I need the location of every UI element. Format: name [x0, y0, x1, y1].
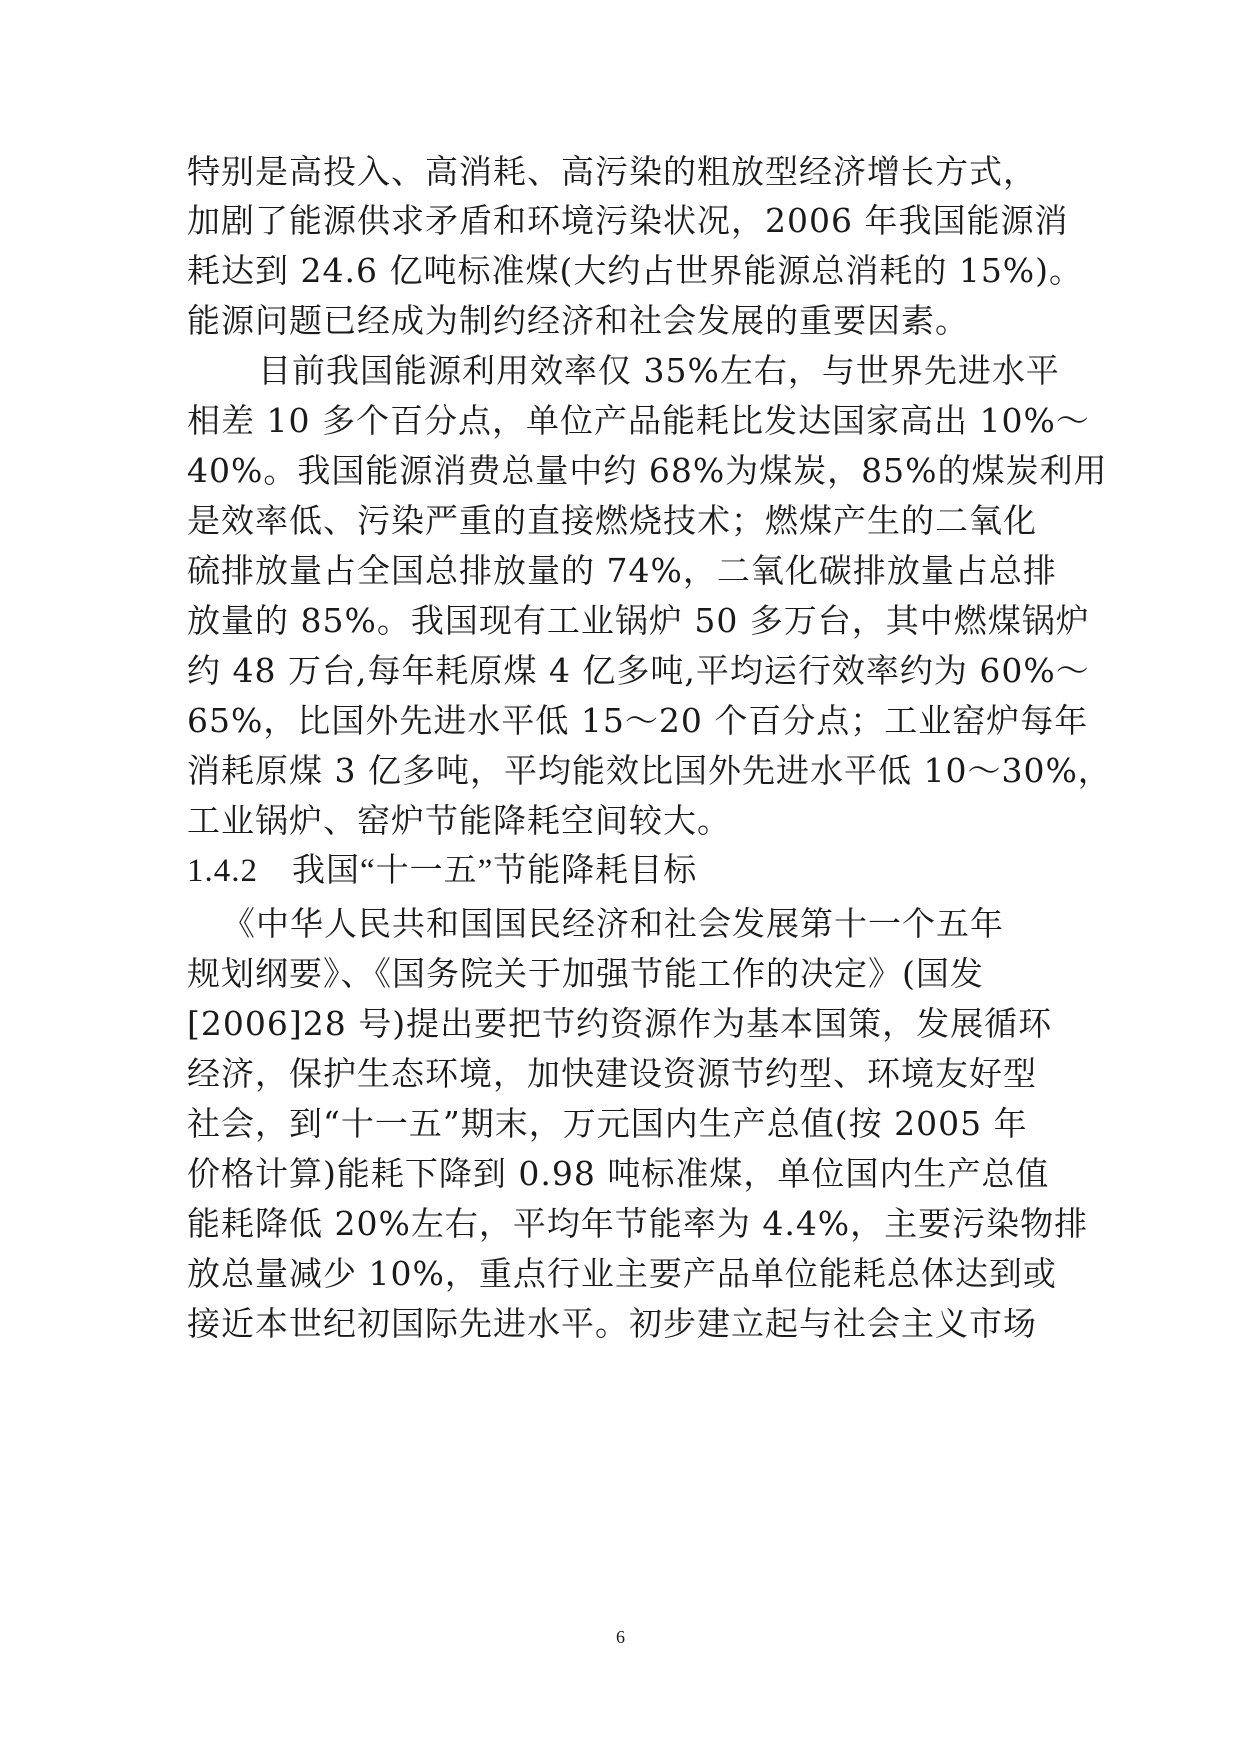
paragraph-first-line: 目前我国能源利用效率仅 35%左右，与世界先进水平 — [258, 351, 1060, 390]
paragraph-line: 65%，比国外先进水平低 15～20 个百分点；工业窑炉每年 — [187, 701, 1089, 740]
paragraph-line: 是效率低、污染严重的直接燃烧技术；燃煤产生的二氧化 — [187, 501, 1037, 540]
paragraph-line: 放总量减少 10%，重点行业主要产品单位能耗总体达到或 — [187, 1254, 1057, 1293]
paragraph-line: 价格计算)能耗下降到 0.98 吨标准煤，单位国内生产总值 — [187, 1154, 1050, 1193]
paragraph-line: 加剧了能源供求矛盾和环境污染状况，2006 年我国能源消 — [187, 201, 1069, 240]
paragraph-line: 40%。我国能源消费总量中约 68%为煤炭，85%的煤炭利用 — [187, 451, 1108, 490]
paragraph-line: [2006]28 号)提出要把节约资源作为基本国策，发展循环 — [187, 1004, 1053, 1043]
paragraph-line: 能源问题已经成为制约经济和社会发展的重要因素。 — [187, 301, 969, 340]
paragraph-line: 规划纲要》、《国务院关于加强节能工作的决定》(国发 — [187, 954, 984, 993]
paragraph-line: 硫排放量占全国总排放量的 74%，二氧化碳排放量占总排 — [187, 551, 1057, 590]
paragraph-line: 工业锅炉、窑炉节能降耗空间较大。 — [187, 801, 731, 840]
page-number: 6 — [616, 1627, 625, 1647]
paragraph-line: 耗达到 24.6 亿吨标准煤(大约占世界能源总消耗的 15%)。 — [187, 251, 1084, 290]
paragraph-line: 约 48 万台,每年耗原煤 4 亿多吨,平均运行效率约为 60%～ — [187, 651, 1090, 690]
paragraph-line: 经济，保护生态环境，加快建设资源节约型、环境友好型 — [187, 1054, 1037, 1093]
paragraph-line: 接近本世纪初国际先进水平。初步建立起与社会主义市场 — [187, 1304, 1037, 1343]
paragraph-line: 能耗降低 20%左右，平均年节能率为 4.4%，主要污染物排 — [187, 1204, 1089, 1243]
section-heading: 1.4.2 我国“十一五”节能降耗目标 — [187, 853, 698, 889]
paragraph-line: 社会，到“十一五”期末，万元国内生产总值(按 2005 年 — [187, 1104, 1028, 1143]
paragraph-line: 相差 10 多个百分点，单位产品能耗比发达国家高出 10%～ — [187, 401, 1090, 440]
paragraph-line: 特别是高投入、高消耗、高污染的粗放型经济增长方式， — [187, 152, 1037, 191]
paragraph-first-line: 《中华人民共和国国民经济和社会发展第十一个五年 — [222, 904, 1004, 943]
paragraph-line: 消耗原煤 3 亿多吨，平均能效比国外先进水平低 10～30%， — [187, 751, 1112, 790]
paragraph-line: 放量的 85%。我国现有工业锅炉 50 多万台，其中燃煤锅炉 — [187, 601, 1090, 640]
